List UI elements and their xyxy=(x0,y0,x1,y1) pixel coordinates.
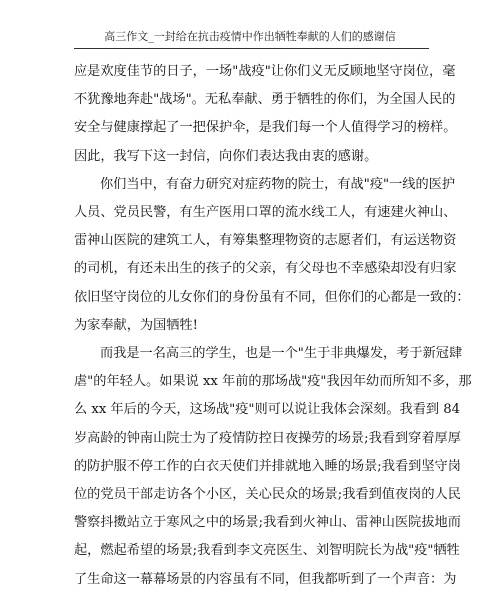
paragraph-1 xyxy=(74,58,457,171)
text-line: 而我是一名高三的学生，也是一个"生于非典爆发，考于新冠肆 xyxy=(100,346,463,362)
text-line: 雷神山医院的建筑工人，有筹集整理物资的志愿者们，有运送物资 xyxy=(74,233,457,249)
text-line: 不犹豫地奔赴"战场"。无私奉献、勇于牺牲的你们，为全国人民的 xyxy=(74,92,456,108)
text-line: 的防护服不停工作的白衣天使们并排就地入睡的场景;我看到坚守岗 xyxy=(74,458,461,474)
text-line: 的司机，有还未出生的孩子的父亲，有父母也不幸感染却没有归家 xyxy=(74,261,457,277)
text-line: 因此，我写下这一封信，向你们表达我由衷的感谢。 xyxy=(74,148,378,164)
text-line: 了生命这一幕幕场景的内容虽有不同，但我都听到了一个声音：为 xyxy=(74,571,457,587)
text-line: 应是欢度佳节的日子，一场"战疫"让你们义无反顾地坚守岗位，毫 xyxy=(74,64,456,79)
text-line: 位的党员干部走访各个小区，关心民众的场景;我看到值夜岗的人民 xyxy=(74,487,461,503)
text-line: 虐"的年轻人。如果说 xx 年前的那场战"疫"我因年幼而所知不多，那 xyxy=(74,374,472,390)
text-line: 起，燃起希望的场景;我看到李文亮医生、刘智明院长为战"疫"牺牲 xyxy=(74,543,460,559)
text-line: 安全与健康撑起了一把保护伞，是我们每一个人值得学习的榜样。 xyxy=(74,120,457,136)
text-line: 警察抖擞站立于寒风之中的场景;我看到火神山、雷神山医院拔地而 xyxy=(74,515,461,531)
page-header-title: 高三作文_一封给在抗击疫情中作出牺牲奉献的人们的感谢信 xyxy=(104,30,396,43)
header-divider xyxy=(74,48,429,49)
document-body xyxy=(74,58,472,594)
paragraph-3 xyxy=(74,340,472,594)
text-line: 人员、党员民警，有生产医用口罩的流水线工人，有速建火神山、 xyxy=(74,205,457,221)
text-line: 岁高龄的钟南山院士为了疫情防控日夜操劳的场景;我看到穿着厚厚 xyxy=(74,430,461,446)
paragraph-2 xyxy=(74,171,470,340)
text-line: 为家奉献，为国牺牲! xyxy=(74,317,198,333)
text-line: 么 xx 年后的今天，这场战"疫"则可以说让我体会深刻。我看到 84 xyxy=(74,402,461,418)
text-line: 依旧坚守岗位的儿女你们的身份虽有不同，但你们的心都是一致的： xyxy=(74,289,470,305)
text-line: 你们当中，有奋力研究对症药物的院士，有战"疫"一线的医护 xyxy=(100,176,456,192)
